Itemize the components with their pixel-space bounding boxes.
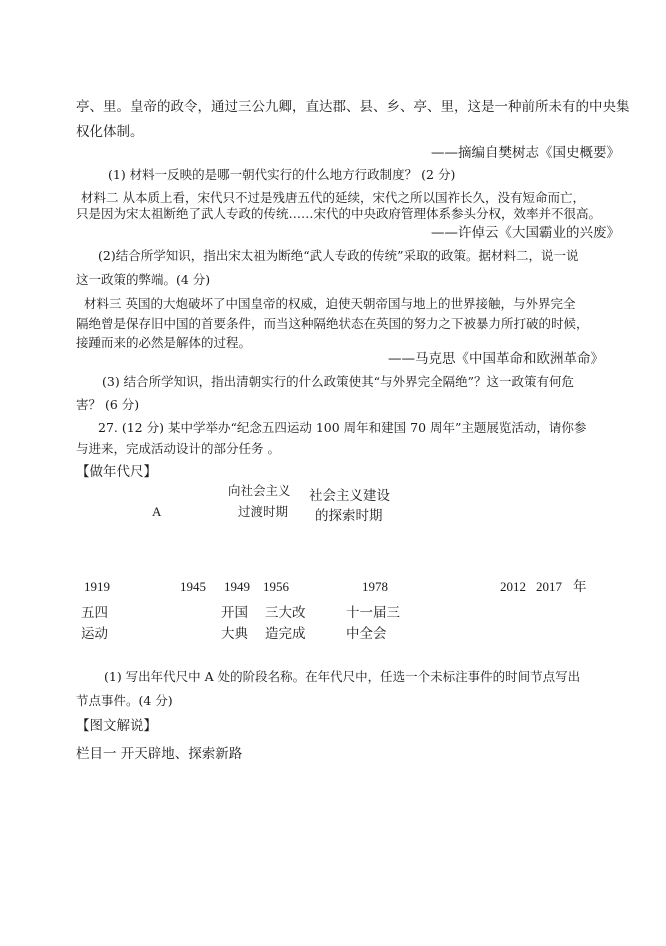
stage-exploration-line1: 社会主义建设	[309, 488, 390, 504]
year-2012: 2012	[500, 579, 526, 594]
material3-line2: 隔绝曾是保存旧中国的首要条件，而当这种隔绝状态在英国的努力之下被暴力所打破的时候，	[76, 316, 589, 331]
stage-a-label: A	[152, 504, 162, 519]
event-may-fourth-line1: 五四	[81, 605, 108, 621]
event-three-reforms-line1: 三大改	[265, 605, 306, 621]
event-founding-ceremony-line2: 大典	[221, 626, 248, 642]
material2-source: ——许倬云《大国霸业的兴废》	[431, 225, 620, 241]
year-1949: 1949	[224, 579, 250, 594]
stage-transition-line1: 向社会主义	[228, 483, 291, 498]
material1-source: ——摘编自樊树志《国史概要》	[431, 145, 620, 161]
section-figure-title: 【图文解说】	[76, 718, 157, 734]
material3-line3: 接踵而来的必然是解体的过程。	[76, 335, 252, 350]
event-three-reforms-line2: 造完成	[265, 626, 306, 642]
year-1919: 1919	[84, 579, 110, 594]
event-third-plenum-line1: 十一届三	[346, 605, 400, 621]
material2-line1: 材料二 从本质上看，宋代只不过是残唐五代的延续，宋代之所以国祚长久，没有短命而亡，	[81, 190, 585, 205]
material3-source: ——马克思《中国革命和欧洲革命》	[388, 351, 604, 367]
year-1978: 1978	[362, 579, 388, 594]
material1-line2: 权化体制。	[76, 124, 144, 140]
material3-line1: 材料三 英国的大炮破坏了中国皇帝的权威，迫使天朝帝国与地上的世界接触，与外界完全	[84, 296, 576, 311]
timeline-question-line2: 节点事件。(4 分)	[76, 693, 173, 708]
material2-line2: 只是因为宋太祖断绝了武人专政的传统……宋代的中央政府管理体系参头分权，效率并不很高。	[76, 206, 602, 221]
year-1945: 1945	[180, 579, 206, 594]
stage-transition-line2: 过渡时期	[238, 504, 289, 519]
stage-exploration-line2: 的探索时期	[315, 508, 383, 524]
question-3-line2: 害？ (6 分)	[76, 397, 140, 412]
question-2-line1: (2)结合所学知识，指出宋太祖为断绝“武人专政的传统”采取的政策。据材料二，说一说	[98, 248, 579, 263]
year-2017: 2017	[536, 579, 562, 594]
section-timeline-title: 【做年代尺】	[76, 464, 157, 480]
question-2-line2: 这一政策的弊端。(4 分)	[76, 272, 211, 287]
event-third-plenum-line2: 中全会	[346, 626, 387, 642]
timeline-question-line1: (1) 写出年代尺中 A 处的阶段名称。在年代尺中，任选一个未标注事件的时间节点写出	[104, 669, 581, 684]
event-may-fourth-line2: 运动	[81, 626, 108, 642]
column-one-title: 栏目一 开天辟地、探索新路	[76, 746, 243, 762]
question-3-line1: (3) 结合所学知识，指出清朝实行的什么政策使其“与外界完全隔绝”？这一政策有何危	[102, 374, 574, 389]
question-1: (1) 材料一反映的是哪一朝代实行的什么地方行政制度？ (2 分)	[108, 167, 456, 182]
year-unit: 年	[573, 579, 587, 595]
question-27-line1: 27. (12 分) 某中学举办“纪念五四运动 100 周年和建国 70 周年”主题展览活动，请你参	[98, 420, 587, 435]
material1-line1: 亭、里。皇帝的政令，通过三公九卿，直达郡、县、乡、亭、里，这是一种前所未有的中央集	[76, 99, 630, 115]
question-27-line2: 与进来，完成活动设计的部分任务 。	[76, 441, 280, 456]
year-1956: 1956	[263, 579, 289, 594]
event-founding-ceremony-line1: 开国	[221, 605, 248, 621]
